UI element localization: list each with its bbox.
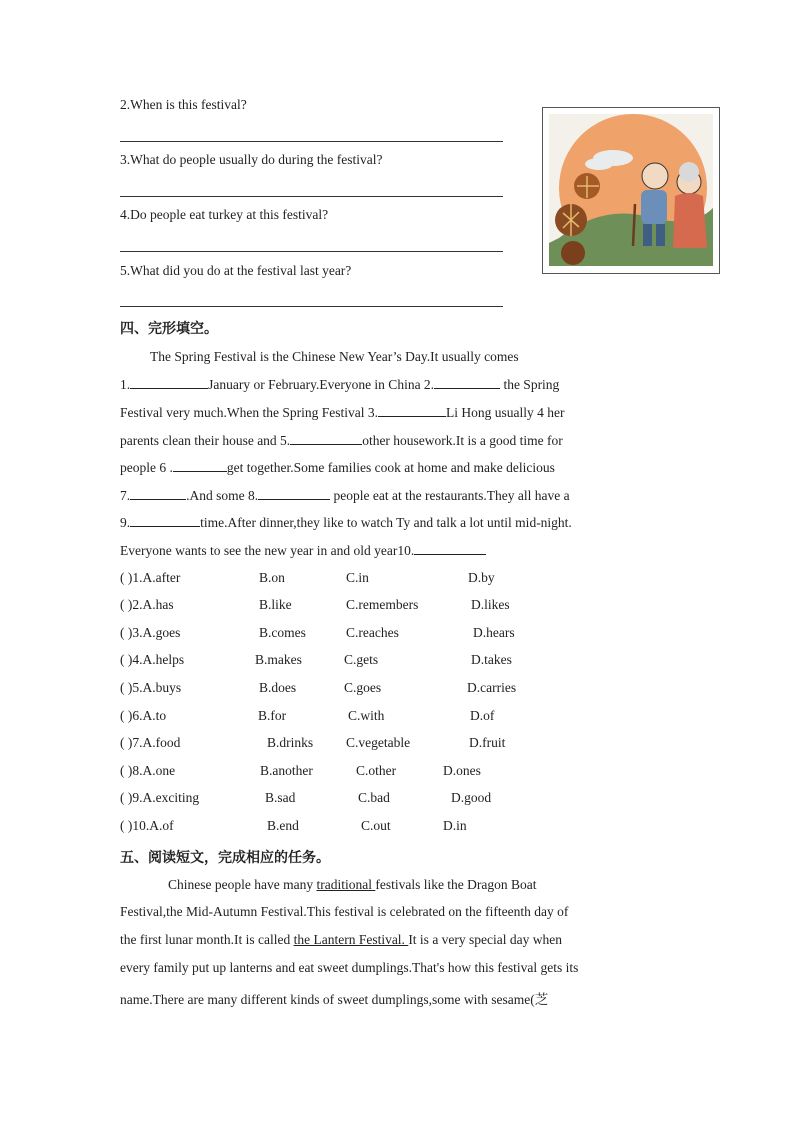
reading-line-2: Festival,the Mid-Autumn Festival.This festival is celebrated on the fifteenth day of bbox=[120, 904, 569, 919]
answer-line-2 bbox=[120, 141, 503, 142]
question-2: 2.When is this festival? bbox=[120, 97, 247, 112]
option-c[interactable]: C.remembers bbox=[346, 597, 419, 612]
cloze-text: 9. bbox=[120, 515, 131, 530]
option-d[interactable]: D.likes bbox=[471, 597, 510, 612]
blank-9[interactable] bbox=[130, 514, 200, 527]
option-c[interactable]: C.reaches bbox=[346, 625, 399, 640]
option-a[interactable]: ( )8.A.one bbox=[120, 763, 176, 778]
answer-line-5 bbox=[120, 306, 503, 307]
option-b[interactable]: B.makes bbox=[255, 652, 302, 667]
blank-2[interactable] bbox=[434, 376, 500, 389]
option-a[interactable]: ( )9.A.exciting bbox=[120, 790, 200, 805]
option-b[interactable]: B.on bbox=[259, 570, 285, 585]
cloze-text: Festival very much.When the Spring Festival 3. bbox=[120, 405, 378, 420]
option-d[interactable]: D.by bbox=[468, 570, 495, 585]
option-d[interactable]: D.fruit bbox=[469, 735, 506, 750]
option-b[interactable]: B.another bbox=[260, 763, 313, 778]
option-c[interactable]: C.goes bbox=[344, 680, 382, 695]
option-d[interactable]: D.carries bbox=[467, 680, 517, 695]
reading-text: the first lunar month.It is called bbox=[120, 932, 294, 947]
option-d[interactable]: D.good bbox=[451, 790, 492, 805]
blank-8[interactable] bbox=[258, 487, 330, 500]
option-a[interactable]: ( )3.A.goes bbox=[120, 625, 181, 640]
section-5-heading: 五、阅读短文，完成相应的任务。 bbox=[120, 850, 330, 866]
option-b[interactable]: B.end bbox=[267, 818, 299, 833]
option-b[interactable]: B.comes bbox=[259, 625, 306, 640]
question-4: 4.Do people eat turkey at this festival? bbox=[120, 207, 329, 222]
blank-7[interactable] bbox=[130, 487, 186, 500]
reading-text: festivals like the Dragon Boat bbox=[375, 877, 537, 892]
cloze-text: time.After dinner,they like to watch Ty and talk a lot until mid-night. bbox=[200, 515, 572, 530]
option-a[interactable]: ( )5.A.buys bbox=[120, 680, 182, 695]
cloze-text: Li Hong usually 4 her bbox=[445, 405, 565, 420]
option-d[interactable]: D.ones bbox=[443, 763, 481, 778]
cloze-line-2 bbox=[120, 376, 559, 393]
cloze-line-4 bbox=[120, 432, 563, 449]
reading-line-1 bbox=[168, 877, 537, 893]
cloze-text: people eat at the restaurants.They all have a bbox=[330, 488, 570, 503]
option-c[interactable]: C.vegetable bbox=[346, 735, 411, 750]
option-d[interactable]: D.in bbox=[443, 818, 467, 833]
section-4-heading: 四、完形填空。 bbox=[120, 321, 218, 337]
cloze-line-6 bbox=[120, 487, 570, 504]
blank-3[interactable] bbox=[378, 404, 446, 417]
option-b[interactable]: B.like bbox=[259, 597, 292, 612]
option-c[interactable]: C.bad bbox=[358, 790, 390, 805]
option-b[interactable]: B.does bbox=[259, 680, 297, 695]
cloze-line-5 bbox=[120, 459, 555, 476]
cloze-line-3 bbox=[120, 404, 564, 421]
question-5: 5.What did you do at the festival last year? bbox=[120, 263, 352, 278]
option-c[interactable]: C.out bbox=[361, 818, 391, 833]
answer-line-4 bbox=[120, 251, 503, 252]
cloze-line-8 bbox=[120, 542, 486, 559]
option-a[interactable]: ( )7.A.food bbox=[120, 735, 181, 750]
option-b[interactable]: B.sad bbox=[265, 790, 296, 805]
underlined-lantern-festival: the Lantern Festival. bbox=[293, 932, 409, 947]
option-b[interactable]: B.drinks bbox=[267, 735, 314, 750]
cloze-text: .And some 8. bbox=[186, 488, 259, 503]
option-a[interactable]: ( )2.A.has bbox=[120, 597, 174, 612]
option-c[interactable]: C.other bbox=[356, 763, 397, 778]
blank-6[interactable] bbox=[173, 459, 227, 472]
cloze-text: Everyone wants to see the new year in and old year10. bbox=[120, 543, 415, 558]
cloze-text: get together.Some families cook at home and make delicious bbox=[226, 460, 555, 475]
blank-5[interactable] bbox=[290, 432, 362, 445]
festival-illustration bbox=[542, 107, 720, 274]
cloze-text: January or February.Everyone in China 2. bbox=[208, 377, 435, 392]
cloze-text: 1. bbox=[120, 377, 131, 392]
reading-text: It is a very special day when bbox=[408, 932, 563, 947]
cloze-line-1: The Spring Festival is the Chinese New Year’s Day.It usually comes bbox=[150, 349, 519, 364]
elderly-couple-illustration bbox=[543, 108, 719, 273]
option-b[interactable]: B.for bbox=[258, 708, 287, 723]
question-3: 3.What do people usually do during the festival? bbox=[120, 152, 383, 167]
cloze-text: parents clean their house and 5. bbox=[120, 433, 291, 448]
reading-line-5: name.There are many different kinds of sweet dumplings,some with sesame(芝 bbox=[120, 992, 549, 1007]
option-d[interactable]: D.hears bbox=[473, 625, 515, 640]
cloze-text: people 6 . bbox=[120, 460, 173, 475]
option-a[interactable]: ( )4.A.helps bbox=[120, 652, 185, 667]
option-c[interactable]: C.with bbox=[348, 708, 385, 723]
option-a[interactable]: ( )1.A.after bbox=[120, 570, 181, 585]
blank-10[interactable] bbox=[414, 542, 486, 555]
option-c[interactable]: C.gets bbox=[344, 652, 379, 667]
cloze-text: 7. bbox=[120, 488, 131, 503]
reading-line-3 bbox=[120, 932, 562, 948]
answer-line-3 bbox=[120, 196, 503, 197]
reading-text: Chinese people have many bbox=[168, 877, 317, 892]
option-c[interactable]: C.in bbox=[346, 570, 369, 585]
cloze-line-7 bbox=[120, 514, 572, 531]
option-d[interactable]: D.takes bbox=[471, 652, 512, 667]
underlined-traditional: traditional bbox=[316, 877, 376, 892]
option-a[interactable]: ( )10.A.of bbox=[120, 818, 174, 833]
option-d[interactable]: D.of bbox=[470, 708, 495, 723]
option-a[interactable]: ( )6.A.to bbox=[120, 708, 167, 723]
reading-line-4: every family put up lanterns and eat sweet dumplings.That's how this festival gets its bbox=[120, 960, 579, 975]
blank-1[interactable] bbox=[130, 376, 208, 389]
cloze-text: the Spring bbox=[500, 377, 560, 392]
cloze-text: other housework.It is a good time for bbox=[362, 433, 563, 448]
